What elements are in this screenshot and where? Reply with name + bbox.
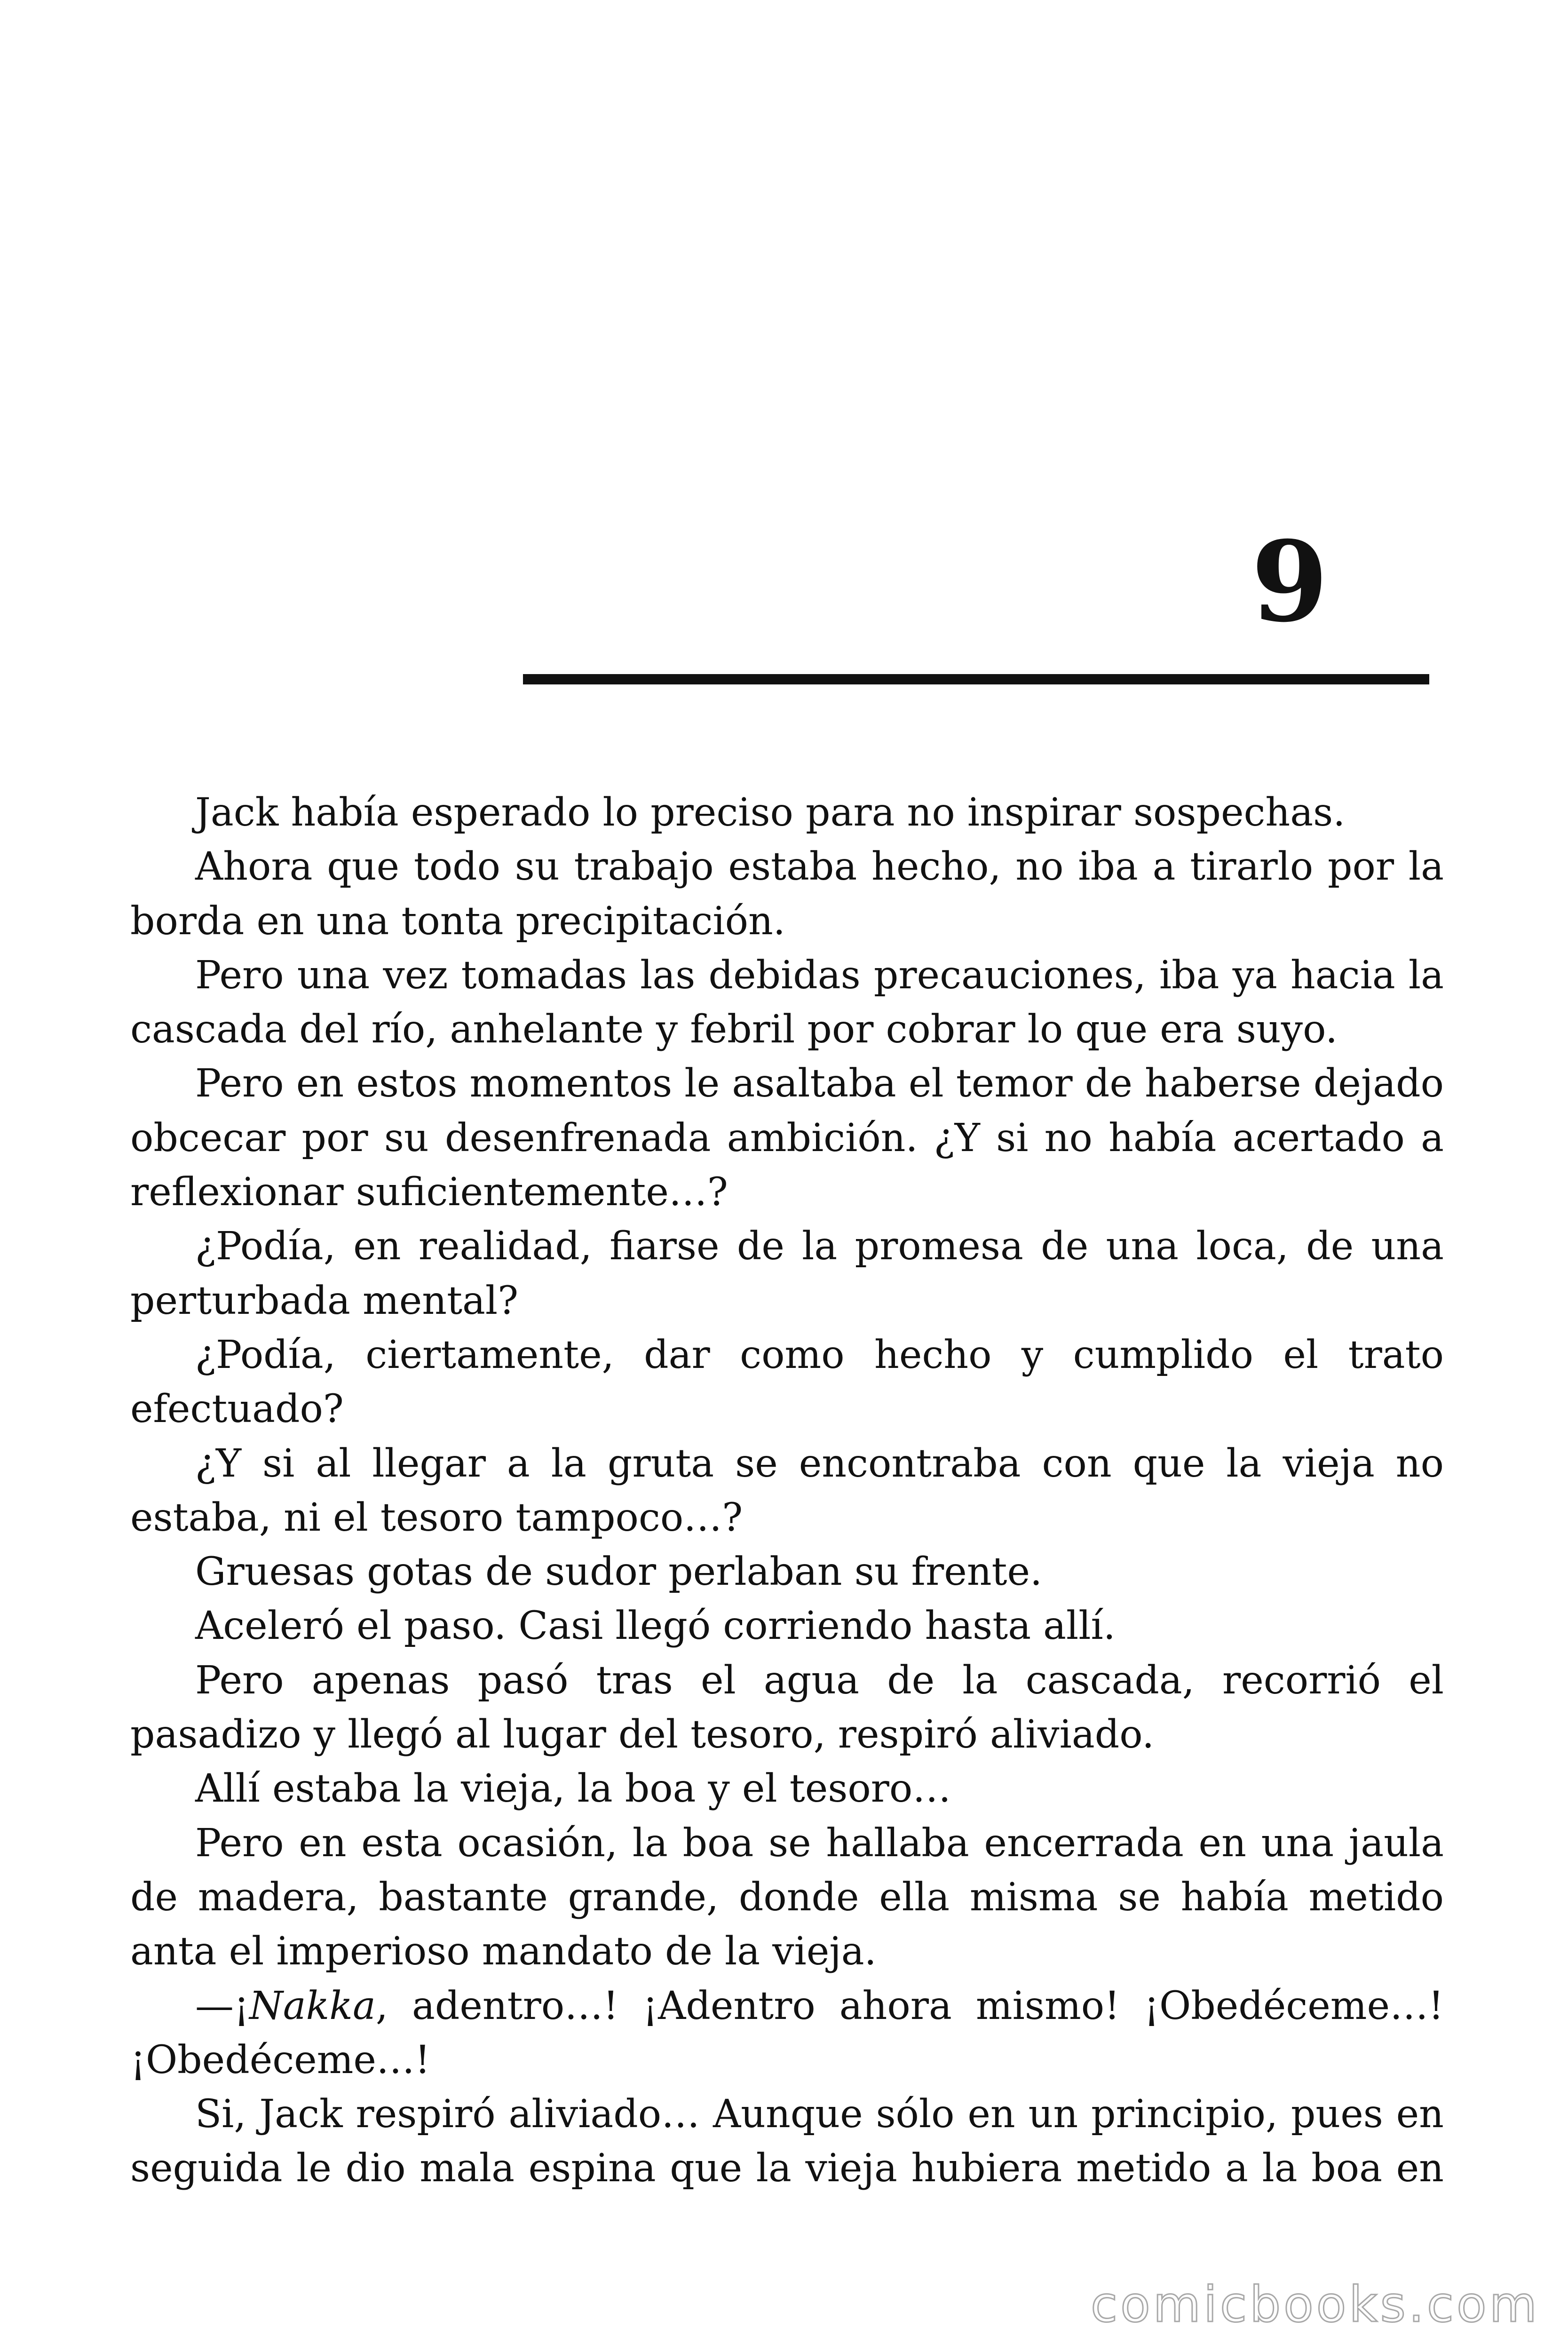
last-paragraph: Si, Jack respiró aliviado… Aunque sólo en un principio, pues en seguida le dio mala espina que la vieja hubiera metido a la boa en xyxy=(130,2092,1444,2191)
dialogue-name: Nakka xyxy=(249,1983,376,2028)
chapter-number: 9 xyxy=(1251,517,1328,647)
chapter-rule xyxy=(523,674,1429,684)
dialogue-dash: —¡ xyxy=(195,1983,249,2028)
paragraph: Allí estaba la vieja, la boa y el tesoro… xyxy=(195,1766,951,1812)
paragraph: Pero apenas pasó tras el agua de la cascada, recorrió el pasadizo y llegó al lugar del tesoro, respiró aliviado. xyxy=(130,1658,1444,1757)
paragraph: Jack había esperado lo preciso para no inspirar sospechas. xyxy=(195,790,1346,835)
paragraph: Aceleró el paso. Casi llegó corriendo hasta allí. xyxy=(195,1604,1116,1649)
paragraph: ¿Podía, en realidad, fiarse de la promesa de una loca, de una perturbada mental? xyxy=(130,1224,1444,1323)
paragraph: Pero en esta ocasión, la boa se hallaba encerrada en una jaula de madera, bastante grande, donde ella misma se había metido anta el imperioso mandato de la vieja. xyxy=(130,1820,1444,1974)
paragraph: Pero una vez tomadas las debidas precauciones, iba ya hacia la cascada del río, anhelante y febril por cobrar lo que era suyo. xyxy=(130,953,1444,1052)
watermark: comicbooks.com xyxy=(1090,2276,1540,2333)
paragraph: ¿Podía, ciertamente, dar como hecho y cumplido el trato efectuado? xyxy=(130,1332,1444,1432)
body-text xyxy=(130,786,1444,2196)
paragraph: Pero en estos momentos le asaltaba el temor de haberse dejado obcecar por su desenfrenada ambición. ¿Y si no había acertado a reflexionar suficientemente…? xyxy=(130,1061,1444,1215)
dialogue-text: , adentro…! ¡Adentro ahora mismo! ¡Obedéceme…! ¡Obedéceme…! xyxy=(130,1983,1444,2082)
paragraph: Ahora que todo su trabajo estaba hecho, no iba a tirarlo por la borda en una tonta precipitación. xyxy=(130,844,1444,944)
paragraph: Gruesas gotas de sudor perlaban su frente. xyxy=(195,1549,1043,1595)
paragraph: ¿Y si al llegar a la gruta se encontraba con que la vieja no estaba, ni el tesoro tampoco…? xyxy=(130,1441,1444,1540)
dialogue-paragraph xyxy=(130,1979,1444,2088)
